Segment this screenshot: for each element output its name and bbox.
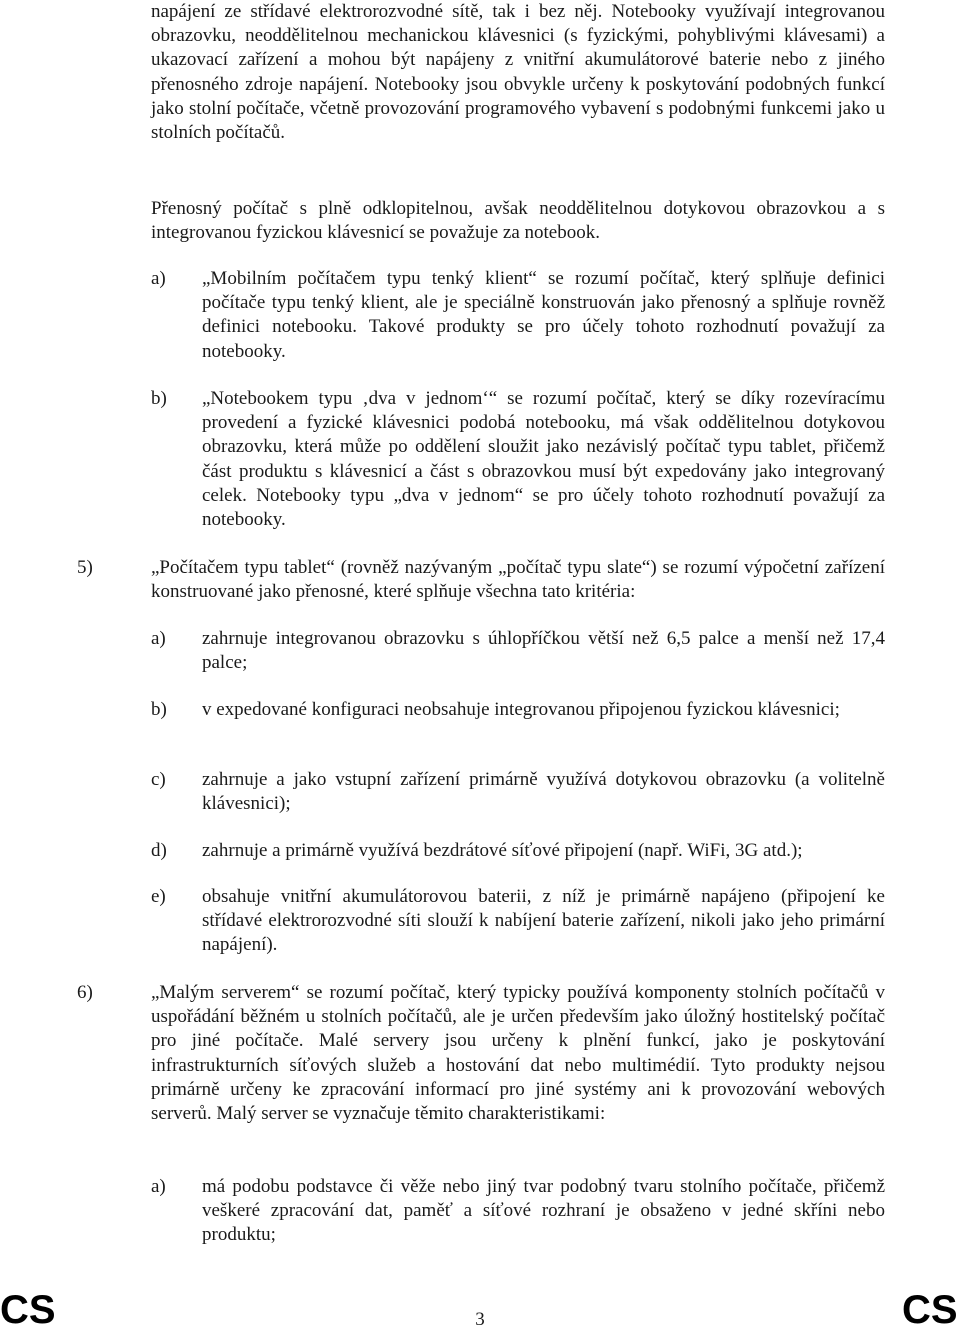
list-item-label: b) <box>151 699 167 720</box>
section-number: 5) <box>77 557 93 578</box>
list-item-label: b) <box>151 388 167 409</box>
list-item-label: a) <box>151 1176 166 1197</box>
list-item-text: zahrnuje a jako vstupní zařízení primárně využívá dotykovou obrazovku (a volitelně klávesnici); <box>202 769 885 815</box>
list-item-text: má podobu podstavce či věže nebo jiný tvar podobný tvaru stolního počítače, přičemž veškeré zpracování dat, paměť a síťové rozhraní je obsaženo v jedné skříni nebo produktu; <box>202 1176 885 1246</box>
list-item-text: obsahuje vnitřní akumulátorovou baterii, z níž je primárně napájeno (připojení ke střídavé elektrorozvodné síti slouží k nabíjení baterie zařízení, nikoli jako jeho primární napájení). <box>202 886 885 956</box>
list-item-text: v expedované konfiguraci neobsahuje integrovanou připojenou fyzickou klávesnici; <box>202 699 840 720</box>
footer-language-mark-right: CS <box>902 1288 958 1332</box>
section-text: „Počítačem typu tablet“ (rovněž nazývaným „počítač typu slate“) se rozumí výpočetní zařízení konstruované jako přenosné, které splňuje všechna tato kritéria: <box>151 557 885 603</box>
footer-language-mark-left: CS <box>0 1288 56 1332</box>
list-item-text: „Notebookem typu ‚dva v jednom‘“ se rozumí počítač, který se díky rozevíracímu provedení a fyzické klávesnici podobá notebooku, má však oddělitelnou dotykovou obrazovku, která může po oddělení sloužit jako nezávislý počítač typu tablet, přičemž část produktu s klávesnicí a část s obrazovkou musí být expedovány jako integrovaný celek. Notebooky typu „dva v jednom“ se pro účely tohoto rozhodnutí považují za notebooky. <box>202 388 885 531</box>
list-item-label: c) <box>151 769 166 790</box>
list-item-label: e) <box>151 886 166 907</box>
paragraph-notebook-definition: napájení ze střídavé elektrorozvodné sítě, tak i bez něj. Notebooky využívají integrovanou obrazovku, neoddělitelnou mechanickou klávesnici (s fyzickými, pohyblivými klávesami) a ukazovací zařízení a mohou být napájeny z vnitřní akumulátorové baterie nebo z jiného přenosného zdroje napájení. Notebooky jsou obvykle určeny k poskytování podobných funkcí jako stolní počítače, včetně provozování programového vybavení s podobnými funkcemi jako u stolních počítačů. <box>151 1 885 144</box>
section-text: „Malým serverem“ se rozumí počítač, který typicky používá komponenty stolních počítačů v uspořádání běžném u stolních počítačů, ale je určen především jako úložný hostitelský počítač pro jiné počítače. Malé servery jsou určeny k plnění funkcí, jako je poskytování infrastrukturních síťových služeb a hostování dat nebo multimédií. Tyto produkty nejsou primárně určeny ke zpracování informací pro jiné systémy ani k provozování webových serverů. Malý server se vyznačuje těmito charakteristikami: <box>151 982 885 1125</box>
list-item-label: d) <box>151 840 167 861</box>
page-number: 3 <box>475 1309 485 1330</box>
list-item-text: zahrnuje a primárně využívá bezdrátové síťové připojení (např. WiFi, 3G atd.); <box>202 840 803 861</box>
list-item-label: a) <box>151 268 166 289</box>
section-number: 6) <box>77 982 93 1003</box>
list-item-label: a) <box>151 628 166 649</box>
list-item-text: „Mobilním počítačem typu tenký klient“ se rozumí počítač, který splňuje definici počítače typu tenký klient, ale je speciálně konstruován jako přenosný a splňuje rovněž definici notebooku. Takové produkty se pro účely tohoto rozhodnutí považují za notebooky. <box>202 268 885 362</box>
list-item-text: zahrnuje integrovanou obrazovku s úhlopříčkou větší než 6,5 palce a menší než 17,4 palce; <box>202 628 885 674</box>
paragraph-convertible-notebook: Přenosný počítač s plně odklopitelnou, avšak neoddělitelnou dotykovou obrazovkou a s integrovanou fyzickou klávesnicí se považuje za notebook. <box>151 198 885 244</box>
